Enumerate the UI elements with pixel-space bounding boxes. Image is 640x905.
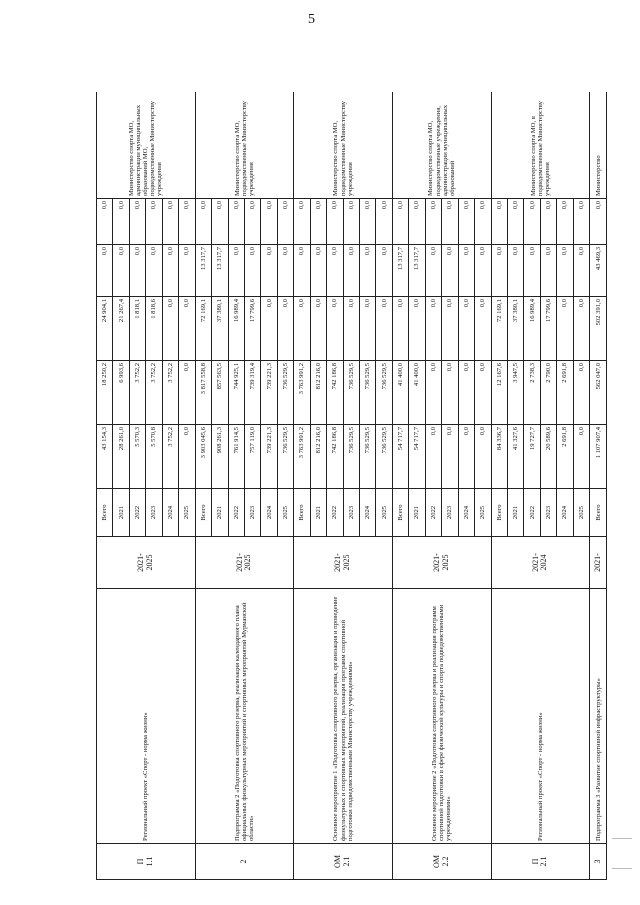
amount-cell: 0,0 xyxy=(557,297,573,361)
amount-cell: 0,0 xyxy=(491,199,507,245)
row-year: 2021 xyxy=(212,489,228,537)
amount-cell: 0,0 xyxy=(310,199,326,245)
amount-cell: 0,0 xyxy=(442,199,458,245)
table-row xyxy=(392,92,408,880)
row-year: Всего xyxy=(392,489,408,537)
row-year: 2021 xyxy=(310,489,326,537)
amount-cell: 0,0 xyxy=(573,425,589,489)
amount-cell: 0,0 xyxy=(409,297,425,361)
amount-cell: 0,0 xyxy=(179,199,195,245)
amount-cell: 0,0 xyxy=(244,245,260,297)
amount-cell: 562 047,0 xyxy=(590,361,607,425)
row-period: 2021- 2025 xyxy=(97,537,196,589)
amount-cell: 43 154,3 xyxy=(97,425,113,489)
row-year: 2023 xyxy=(343,489,359,537)
row-executor: Министерство спорта МО, подведомственные учреждения, администрации муниципальных образований xyxy=(392,92,491,199)
amount-cell: 0,0 xyxy=(261,245,277,297)
amount-cell: 1 107 907,4 xyxy=(590,425,607,489)
row-code: ОМ 2.2 xyxy=(392,844,491,880)
row-name: Основное мероприятие 2 «Подготовка спортивного резерва и реализация программ спортивной подготовки в сфере физической культуры и спорта подведомственными учреждениями» xyxy=(392,589,491,844)
row-executor: Министерство спорта МО, администрации муниципальных образований МО, подведомственные Министерству учреждения xyxy=(97,92,196,199)
amount-cell: 0,0 xyxy=(557,199,573,245)
amount-cell: 0,0 xyxy=(195,199,211,245)
amount-cell: 3 817 558,8 xyxy=(195,361,211,425)
amount-cell: 0,0 xyxy=(277,199,293,245)
amount-cell: 2 691,8 xyxy=(557,361,573,425)
amount-cell: 0,0 xyxy=(343,245,359,297)
row-year: 2025 xyxy=(179,489,195,537)
amount-cell: 19 727,7 xyxy=(524,425,540,489)
amount-cell: 908 261,3 xyxy=(212,425,228,489)
row-executor: Министерство спорта МО, подведомственные Министерству учреждения xyxy=(195,92,294,199)
amount-cell: 0,0 xyxy=(162,297,178,361)
row-executor: Министерство спорта МО, в подведомственные Министерству учреждения xyxy=(491,92,590,199)
row-period: 2021- 2024 xyxy=(491,537,590,589)
row-year: Всего xyxy=(491,489,507,537)
row-year: 2024 xyxy=(458,489,474,537)
amount-cell: 5 570,8 xyxy=(146,425,162,489)
amount-cell: 13 317,7 xyxy=(195,245,211,297)
row-year: 2022 xyxy=(425,489,441,537)
amount-cell: 0,0 xyxy=(540,199,556,245)
amount-cell: 0,0 xyxy=(458,199,474,245)
row-year: 2021 xyxy=(113,489,129,537)
amount-cell: 739 319,4 xyxy=(244,361,260,425)
amount-cell: 0,0 xyxy=(261,297,277,361)
row-year: Всего xyxy=(294,489,310,537)
amount-cell: 0,0 xyxy=(294,199,310,245)
amount-cell: 742 186,8 xyxy=(327,425,343,489)
amount-cell: 0,0 xyxy=(113,199,129,245)
row-year: 2021 xyxy=(409,489,425,537)
amount-cell: 812 216,0 xyxy=(310,361,326,425)
amount-cell: 2 691,8 xyxy=(557,425,573,489)
amount-cell: 0,0 xyxy=(360,199,376,245)
row-name: Основное мероприятие 1 «Подготовка спортивного резерва, организация и проведение физкультурных и спортивных мероприятий, реализация программ спортивной подготовки подведомственными Министерству учреждениями» xyxy=(294,589,393,844)
amount-cell: 0,0 xyxy=(491,245,507,297)
amount-cell: 5 570,3 xyxy=(129,425,145,489)
row-year: 2023 xyxy=(146,489,162,537)
amount-cell: 736 529,5 xyxy=(277,361,293,425)
row-code: ОМ 2.1 xyxy=(294,844,393,880)
amount-cell: 0,0 xyxy=(540,245,556,297)
amount-cell: 0,0 xyxy=(310,297,326,361)
amount-cell: 0,0 xyxy=(327,199,343,245)
amount-cell: 736 529,5 xyxy=(343,425,359,489)
amount-cell: 0,0 xyxy=(573,361,589,425)
amount-cell: 24 904,1 xyxy=(97,297,113,361)
amount-cell: 0,0 xyxy=(162,199,178,245)
amount-cell: 0,0 xyxy=(327,245,343,297)
amount-cell: 502 391,0 xyxy=(590,297,607,361)
amount-cell: 0,0 xyxy=(376,245,392,297)
row-code: П 2.1 xyxy=(491,844,590,880)
amount-cell: 757 119,0 xyxy=(244,425,260,489)
amount-cell: 761 914,5 xyxy=(228,425,244,489)
budget-table-sheet xyxy=(96,92,607,880)
amount-cell: 0,0 xyxy=(475,297,491,361)
row-period: 2021- 2025 xyxy=(195,537,294,589)
amount-cell: 857 563,5 xyxy=(212,361,228,425)
amount-cell: 0,0 xyxy=(442,425,458,489)
table-row xyxy=(590,92,607,880)
table-row xyxy=(97,92,113,880)
row-code: П 1.1 xyxy=(97,844,196,880)
row-year: Всего xyxy=(195,489,211,537)
row-year: 2024 xyxy=(162,489,178,537)
amount-cell: 0,0 xyxy=(228,199,244,245)
amount-cell: 0,0 xyxy=(425,425,441,489)
page-number: 5 xyxy=(308,12,315,27)
amount-cell: 0,0 xyxy=(392,297,408,361)
row-period: 2021- 2025 xyxy=(294,537,393,589)
budget-table xyxy=(96,92,607,880)
amount-cell: 3 752,2 xyxy=(129,361,145,425)
amount-cell: 54 717,7 xyxy=(409,425,425,489)
amount-cell: 0,0 xyxy=(442,361,458,425)
amount-cell: 0,0 xyxy=(507,245,523,297)
amount-cell: 742 186,8 xyxy=(327,361,343,425)
amount-cell: 3 947,5 xyxy=(507,361,523,425)
amount-cell: 0,0 xyxy=(557,245,573,297)
amount-cell: 0,0 xyxy=(277,245,293,297)
amount-cell: 12 167,6 xyxy=(491,361,507,425)
margin-mark xyxy=(612,868,632,869)
amount-cell: 0,0 xyxy=(113,245,129,297)
amount-cell: 3 752,2 xyxy=(162,425,178,489)
amount-cell: 17 799,6 xyxy=(244,297,260,361)
amount-cell: 736 529,5 xyxy=(376,425,392,489)
amount-cell: 13 317,7 xyxy=(409,245,425,297)
row-year: 2024 xyxy=(360,489,376,537)
amount-cell: 2 738,3 xyxy=(524,361,540,425)
amount-cell: 0,0 xyxy=(179,361,195,425)
amount-cell: 16 989,4 xyxy=(228,297,244,361)
amount-cell: 736 529,5 xyxy=(343,361,359,425)
amount-cell: 739 221,3 xyxy=(261,361,277,425)
amount-cell: 0,0 xyxy=(458,425,474,489)
amount-cell: 3 763 991,2 xyxy=(294,425,310,489)
amount-cell: 1 818,6 xyxy=(146,297,162,361)
amount-cell: 37 380,1 xyxy=(212,297,228,361)
margin-mark xyxy=(612,838,632,839)
amount-cell: 41 400,0 xyxy=(409,361,425,425)
row-year: 2022 xyxy=(524,489,540,537)
amount-cell: 0,0 xyxy=(442,297,458,361)
amount-cell: 0,0 xyxy=(425,361,441,425)
amount-cell: 736 529,5 xyxy=(376,361,392,425)
amount-cell: 0,0 xyxy=(475,361,491,425)
amount-cell: 0,0 xyxy=(524,199,540,245)
amount-cell: 0,0 xyxy=(343,199,359,245)
amount-cell: 0,0 xyxy=(573,297,589,361)
row-year: 2021 xyxy=(507,489,523,537)
amount-cell: 0,0 xyxy=(573,199,589,245)
amount-cell: 0,0 xyxy=(310,245,326,297)
amount-cell: 0,0 xyxy=(129,245,145,297)
amount-cell: 0,0 xyxy=(212,199,228,245)
amount-cell: 18 250,2 xyxy=(97,361,113,425)
rotated-table-area xyxy=(96,92,607,880)
amount-cell: 17 799,6 xyxy=(540,297,556,361)
row-code: 2 xyxy=(195,844,294,880)
row-year: 2025 xyxy=(376,489,392,537)
amount-cell: 0,0 xyxy=(458,361,474,425)
amount-cell: 54 717,7 xyxy=(392,425,408,489)
amount-cell: 739 221,3 xyxy=(261,425,277,489)
amount-cell: 3 903 045,6 xyxy=(195,425,211,489)
amount-cell: 0,0 xyxy=(277,297,293,361)
row-name: Подпрограмма 2 «Подготовка спортивного резерва, реализация календарного плана официальных физкультурных мероприятий и спортивных мероприятий Мурманской области» xyxy=(195,589,294,844)
row-name: Региональный проект «Спорт - норма жизни» xyxy=(491,589,590,844)
amount-cell: 0,0 xyxy=(360,245,376,297)
row-year: Всего xyxy=(97,489,113,537)
amount-cell: 0,0 xyxy=(573,245,589,297)
amount-cell: 0,0 xyxy=(294,297,310,361)
amount-cell: 16 989,4 xyxy=(524,297,540,361)
table-row xyxy=(195,92,211,880)
amount-cell: 0,0 xyxy=(507,199,523,245)
amount-cell: 41 327,6 xyxy=(507,425,523,489)
amount-cell: 37 380,1 xyxy=(507,297,523,361)
amount-cell: 0,0 xyxy=(475,245,491,297)
amount-cell: 21 267,4 xyxy=(113,297,129,361)
row-year: 2025 xyxy=(277,489,293,537)
amount-cell: 744 925,1 xyxy=(228,361,244,425)
row-name: Подпрограмма 3 «Развитие спортивной инфраструктуры» xyxy=(590,589,607,844)
amount-cell: 28 261,0 xyxy=(113,425,129,489)
amount-cell: 0,0 xyxy=(442,245,458,297)
row-year: 2024 xyxy=(557,489,573,537)
amount-cell: 0,0 xyxy=(376,297,392,361)
amount-cell: 0,0 xyxy=(179,245,195,297)
amount-cell: 0,0 xyxy=(425,199,441,245)
table-row xyxy=(294,92,310,880)
row-executor: Министерство спорта МО, подведомственные Министерству учреждения xyxy=(294,92,393,199)
amount-cell: 0,0 xyxy=(327,297,343,361)
amount-cell: 812 216,0 xyxy=(310,425,326,489)
amount-cell: 0,0 xyxy=(146,245,162,297)
amount-cell: 0,0 xyxy=(179,425,195,489)
amount-cell: 0,0 xyxy=(475,199,491,245)
amount-cell: 41 400,0 xyxy=(392,361,408,425)
row-executor: Министерство xyxy=(590,92,607,199)
row-year: 2025 xyxy=(475,489,491,537)
amount-cell: 736 529,5 xyxy=(360,361,376,425)
row-year: 2025 xyxy=(573,489,589,537)
amount-cell: 0,0 xyxy=(392,199,408,245)
row-period: 2021- 2025 xyxy=(392,537,491,589)
amount-cell: 0,0 xyxy=(425,245,441,297)
amount-cell: 0,0 xyxy=(475,425,491,489)
amount-cell: 72 169,1 xyxy=(491,297,507,361)
amount-cell: 0,0 xyxy=(360,297,376,361)
amount-cell: 3 752,2 xyxy=(162,361,178,425)
amount-cell: 0,0 xyxy=(261,199,277,245)
amount-cell: 736 529,5 xyxy=(360,425,376,489)
amount-cell: 3 763 991,2 xyxy=(294,361,310,425)
amount-cell: 1 818,1 xyxy=(129,297,145,361)
amount-cell: 43 469,3 xyxy=(590,245,607,297)
amount-cell: 0,0 xyxy=(244,199,260,245)
amount-cell: 84 336,7 xyxy=(491,425,507,489)
row-name: Региональный проект «Спорт - норма жизни» xyxy=(97,589,196,844)
amount-cell: 0,0 xyxy=(425,297,441,361)
amount-cell: 0,0 xyxy=(294,245,310,297)
row-year: 2024 xyxy=(261,489,277,537)
row-year: 2022 xyxy=(327,489,343,537)
amount-cell: 0,0 xyxy=(376,199,392,245)
row-code: 3 xyxy=(590,844,607,880)
amount-cell: 0,0 xyxy=(524,245,540,297)
row-year: Всего xyxy=(590,489,607,537)
row-year: 2022 xyxy=(228,489,244,537)
amount-cell: 736 529,5 xyxy=(277,425,293,489)
amount-cell: 0,0 xyxy=(97,199,113,245)
table-body xyxy=(97,92,607,880)
amount-cell: 0,0 xyxy=(458,297,474,361)
row-year: 2022 xyxy=(129,489,145,537)
row-period: 2021- xyxy=(590,537,607,589)
table-row xyxy=(491,92,507,880)
amount-cell: 0,0 xyxy=(146,199,162,245)
amount-cell: 0,0 xyxy=(590,199,607,245)
row-year: 2023 xyxy=(442,489,458,537)
amount-cell: 3 752,2 xyxy=(146,361,162,425)
amount-cell: 20 589,6 xyxy=(540,425,556,489)
row-year: 2023 xyxy=(540,489,556,537)
amount-cell: 0,0 xyxy=(228,245,244,297)
amount-cell: 72 169,1 xyxy=(195,297,211,361)
amount-cell: 0,0 xyxy=(409,199,425,245)
amount-cell: 13 317,7 xyxy=(392,245,408,297)
amount-cell: 0,0 xyxy=(97,245,113,297)
amount-cell: 0,0 xyxy=(458,245,474,297)
amount-cell: 0,0 xyxy=(162,245,178,297)
amount-cell: 2 790,0 xyxy=(540,361,556,425)
amount-cell: 0,0 xyxy=(179,297,195,361)
row-year: 2023 xyxy=(244,489,260,537)
amount-cell: 13 317,7 xyxy=(212,245,228,297)
amount-cell: 0,0 xyxy=(129,199,145,245)
amount-cell: 6 993,6 xyxy=(113,361,129,425)
amount-cell: 0,0 xyxy=(343,297,359,361)
